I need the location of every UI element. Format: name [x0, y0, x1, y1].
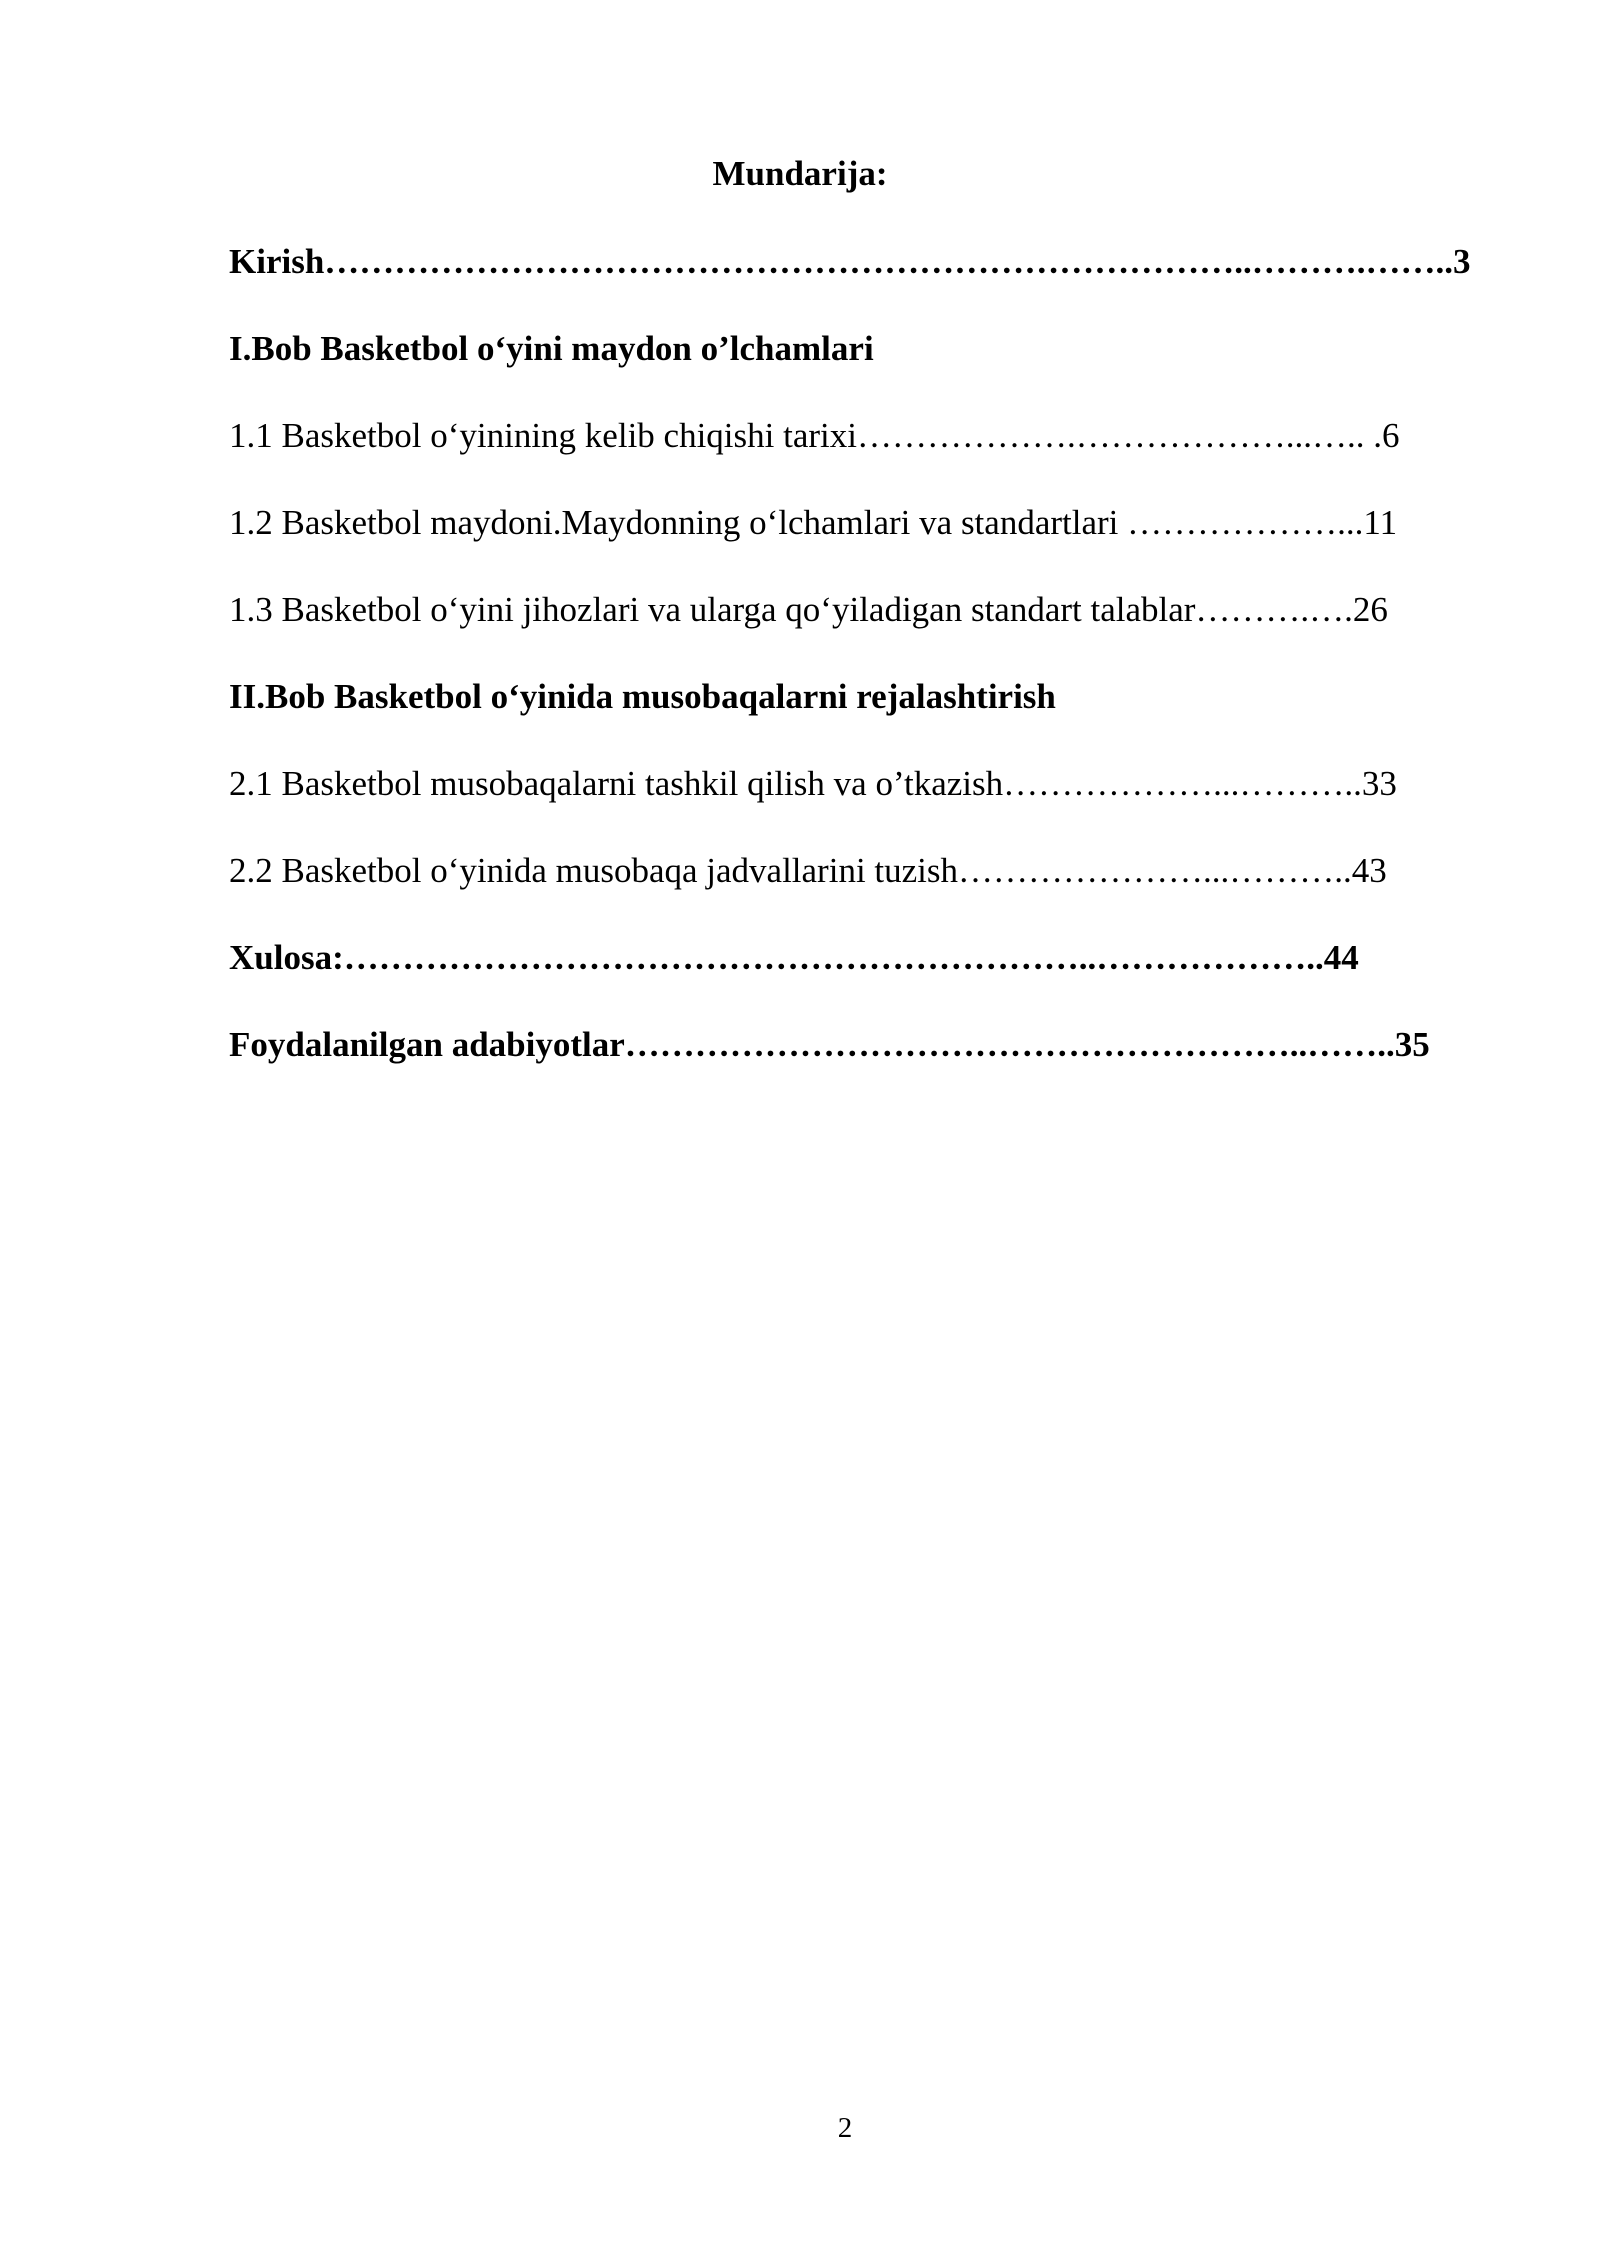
toc-entry-1-3: 1.3 Basketbol o‘yini jihozlari va ularga qo‘yiladigan standart talablar……….….26 — [229, 590, 1388, 629]
toc-chapter-1-heading: I.Bob Basketbol o‘yini maydon o’lchamlari — [229, 329, 874, 368]
toc-entry-xulosa: Xulosa:………………………………………………………..………………..44 — [229, 938, 1359, 977]
toc-entry-kirish: Kirish……………………………………………………………………..……….……..3 — [229, 242, 1471, 281]
page-number: 2 — [837, 2112, 853, 2144]
toc-entry-foydalanilgan-adabiyotlar: Foydalanilgan adabiyotlar…………………………………………………..……..35 — [229, 1025, 1430, 1064]
toc-heading: Mundarija: — [712, 154, 888, 193]
toc-entry-2-2: 2.2 Basketbol o‘yinida musobaqa jadvallarini tuzish…………………...………..43 — [229, 851, 1387, 890]
toc-entry-1-2: 1.2 Basketbol maydoni.Maydonning o‘lchamlari va standartlari ………………...11 — [229, 503, 1398, 542]
toc-entry-2-1: 2.1 Basketbol musobaqalarni tashkil qilish va o’tkazish………………...………..33 — [229, 764, 1397, 803]
toc-entry-1-1: 1.1 Basketbol o‘yinining kelib chiqishi tarixi……………….………………...….. .6 — [229, 416, 1400, 455]
toc-chapter-2-heading: II.Bob Basketbol o‘yinida musobaqalarni rejalashtirish — [229, 677, 1056, 716]
